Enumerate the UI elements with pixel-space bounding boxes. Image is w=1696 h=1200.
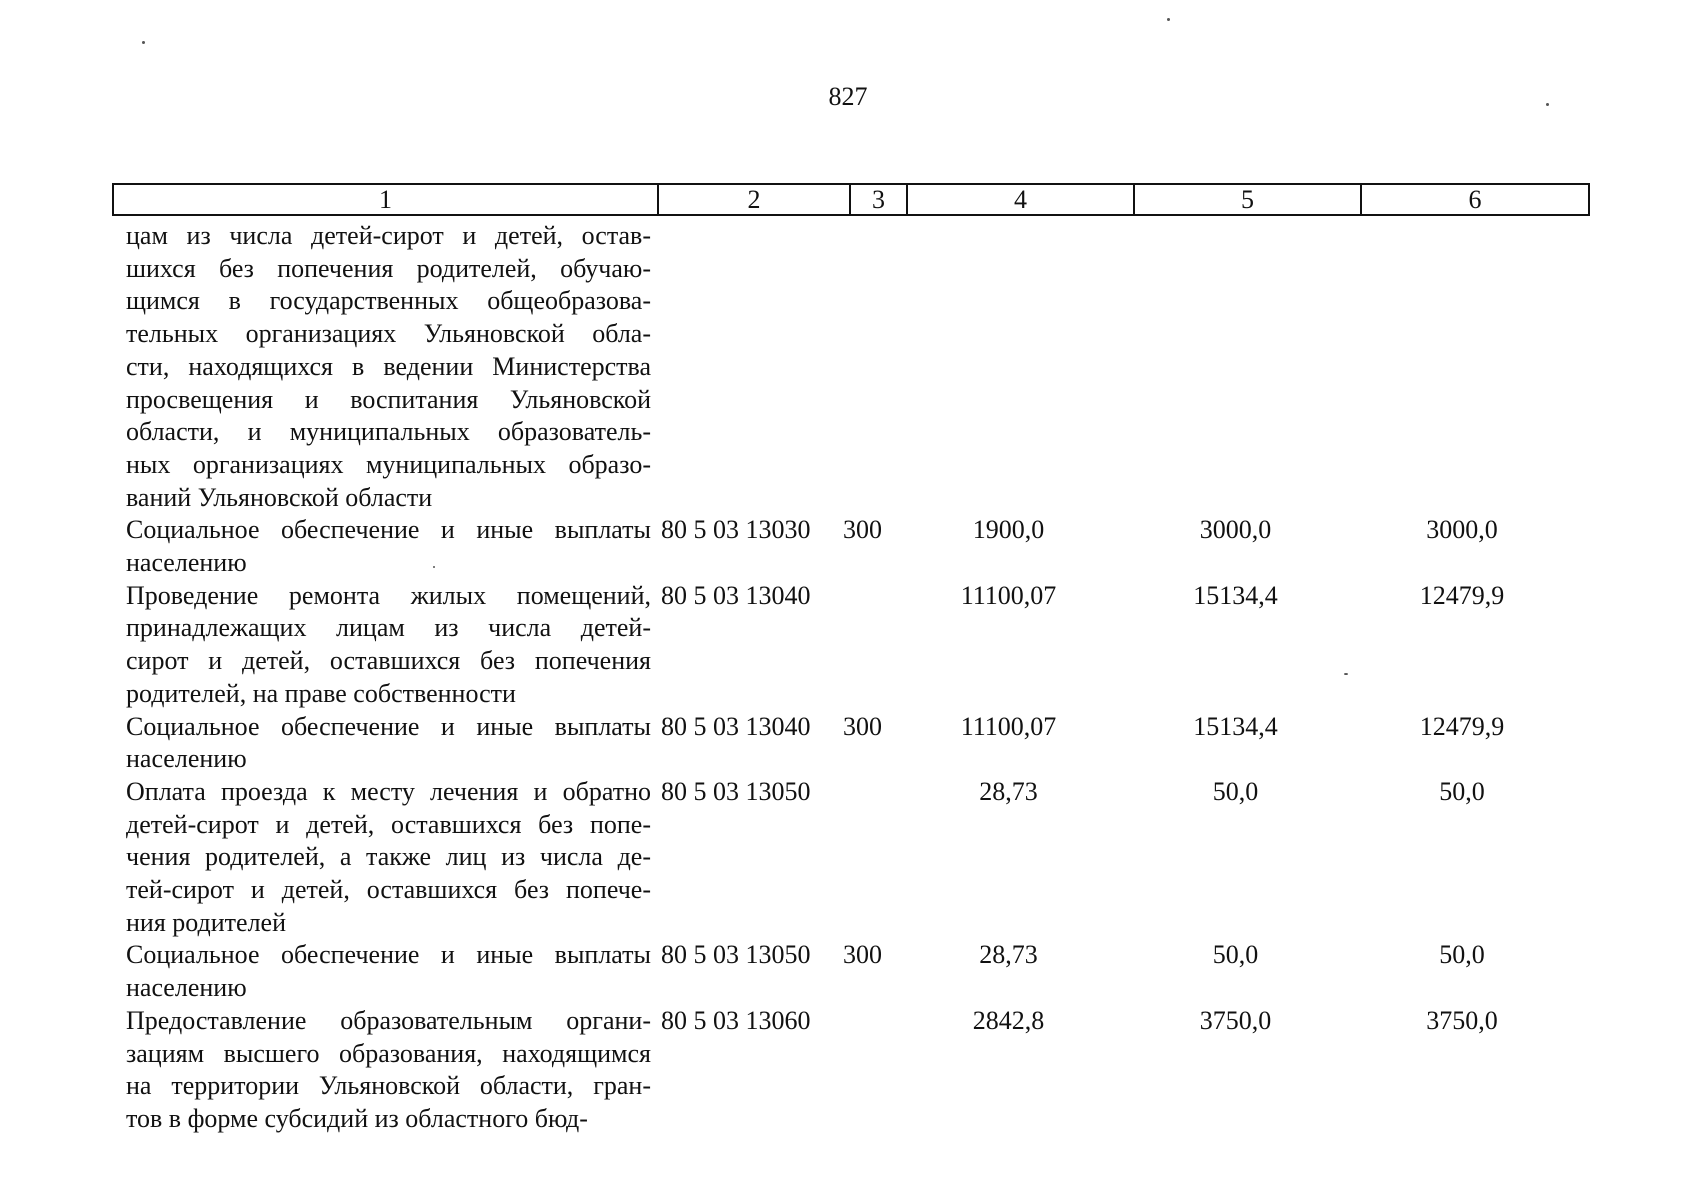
column-header-6: 6 xyxy=(1468,185,1482,214)
table-row xyxy=(126,939,1590,1004)
description-line: просвещения и воспитания Ульяновской xyxy=(126,384,651,414)
row-value-col6: 12479,9 xyxy=(1419,580,1505,610)
row-value-col6: 50,0 xyxy=(1439,940,1485,970)
row-value-col6: 3000,0 xyxy=(1426,515,1498,545)
description-line: шихся без попечения родителей, обучаю- xyxy=(126,253,651,283)
row-expense-type xyxy=(835,776,895,940)
row-value-col6: 3750,0 xyxy=(1426,1005,1498,1035)
row-value-col5: 3750,0 xyxy=(1199,1005,1272,1035)
scan-speck xyxy=(1546,103,1549,106)
description-line: цам из числа детей-сирот и детей, остав- xyxy=(126,221,651,250)
table-body xyxy=(126,220,1590,1136)
row-value-col4: 1900,0 xyxy=(972,515,1045,545)
description-line: сти, находящихся в ведении Министерства xyxy=(126,351,651,381)
row-code: 80 5 03 13050 xyxy=(661,776,811,806)
description-line: тей-сирот и детей, оставшихся без попече- xyxy=(126,875,651,905)
row-value-col6: 50,0 xyxy=(1439,776,1485,806)
row-description xyxy=(126,711,651,776)
description-line: Оплата проезда к месту лечения и обратно xyxy=(126,776,651,806)
row-code: 80 5 03 13050 xyxy=(661,940,811,970)
row-value-col4: 11100,07 xyxy=(960,711,1057,741)
column-header-3: 3 xyxy=(851,185,908,214)
row-description xyxy=(126,514,651,579)
row-description xyxy=(126,939,651,1004)
row-value-col5: 50,0 xyxy=(1212,940,1259,970)
row-value-col4: 2842,8 xyxy=(972,1005,1045,1035)
table-row xyxy=(126,220,1590,514)
description-line: детей-сирот и детей, оставшихся без попе- xyxy=(126,809,651,839)
row-value-col5: 15134,4 xyxy=(1193,711,1278,741)
scan-speck xyxy=(1167,18,1170,21)
row-value-col5 xyxy=(1122,220,1349,514)
row-expense-type xyxy=(835,580,895,711)
table-header xyxy=(112,183,1590,216)
column-header-2: 2 xyxy=(659,185,851,214)
row-value-col4: 28,73 xyxy=(979,776,1038,806)
description-line: Предоставление образовательным органи- xyxy=(126,1005,651,1035)
row-value-col6: 12479,9 xyxy=(1419,711,1505,741)
row-expense-type: 300 xyxy=(843,940,882,970)
row-expense-type: 300 xyxy=(843,515,882,545)
row-code: 80 5 03 13040 xyxy=(661,711,811,741)
description-line: сирот и детей, оставшихся без попечения xyxy=(126,646,651,676)
description-line: тельных организациях Ульяновской обла- xyxy=(126,319,651,349)
description-line: Социальное обеспечение и иные выплаты xyxy=(126,940,651,970)
row-code: 80 5 03 13040 xyxy=(661,580,811,610)
column-header-5: 5 xyxy=(1135,185,1362,214)
description-line: области, и муниципальных образователь- xyxy=(126,417,651,447)
table-row xyxy=(126,1005,1590,1136)
row-description xyxy=(126,580,651,711)
row-value-col4: 28,73 xyxy=(979,940,1038,970)
description-line: Социальное обеспечение и иные выплаты xyxy=(126,711,651,741)
row-value-col4 xyxy=(895,220,1122,514)
description-line: ных организациях муниципальных образо- xyxy=(126,449,651,479)
page-number: 827 xyxy=(828,82,868,111)
column-header-1: 1 xyxy=(114,185,659,214)
description-line: принадлежащих лицам из числа детей- xyxy=(126,613,651,643)
row-value-col5: 3000,0 xyxy=(1199,515,1272,545)
row-code: 80 5 03 13060 xyxy=(661,1005,811,1035)
description-line: ваний Ульяновской области xyxy=(126,482,433,512)
row-value-col4: 11100,07 xyxy=(960,580,1057,610)
row-code: 80 5 03 13030 xyxy=(661,515,811,545)
table-row xyxy=(126,776,1590,940)
row-description xyxy=(126,776,651,940)
table-row xyxy=(126,514,1590,579)
row-expense-type: 300 xyxy=(843,711,882,741)
row-value-col5: 50,0 xyxy=(1212,776,1259,806)
description-line: населению xyxy=(126,744,247,774)
row-expense-type xyxy=(835,220,895,514)
row-code xyxy=(651,220,835,514)
table-row xyxy=(126,580,1590,711)
description-line: ния родителей xyxy=(126,907,287,937)
row-value-col5: 15134,4 xyxy=(1193,580,1278,610)
description-line: Социальное обеспечение и иные выплаты xyxy=(126,515,651,545)
row-description xyxy=(126,1005,651,1136)
row-description xyxy=(126,220,651,514)
description-line: щимся в государственных общеобразова- xyxy=(126,286,651,316)
description-line: Проведение ремонта жилых помещений, xyxy=(126,580,651,610)
row-value-col6 xyxy=(1349,220,1575,514)
description-line: населению xyxy=(126,548,247,578)
description-line: тов в форме субсидий из областного бюд- xyxy=(126,1103,588,1133)
description-line: на территории Ульяновской области, гран- xyxy=(126,1071,651,1101)
description-line: населению xyxy=(126,973,247,1003)
scan-speck xyxy=(142,41,145,44)
column-header-4: 4 xyxy=(908,185,1135,214)
row-expense-type xyxy=(835,1005,895,1136)
description-line: зациям высшего образования, находящимся xyxy=(126,1038,651,1068)
description-line: родителей, на праве собственности xyxy=(126,678,516,708)
table-row xyxy=(126,711,1590,776)
description-line: чения родителей, а также лиц из числа де- xyxy=(126,842,651,872)
